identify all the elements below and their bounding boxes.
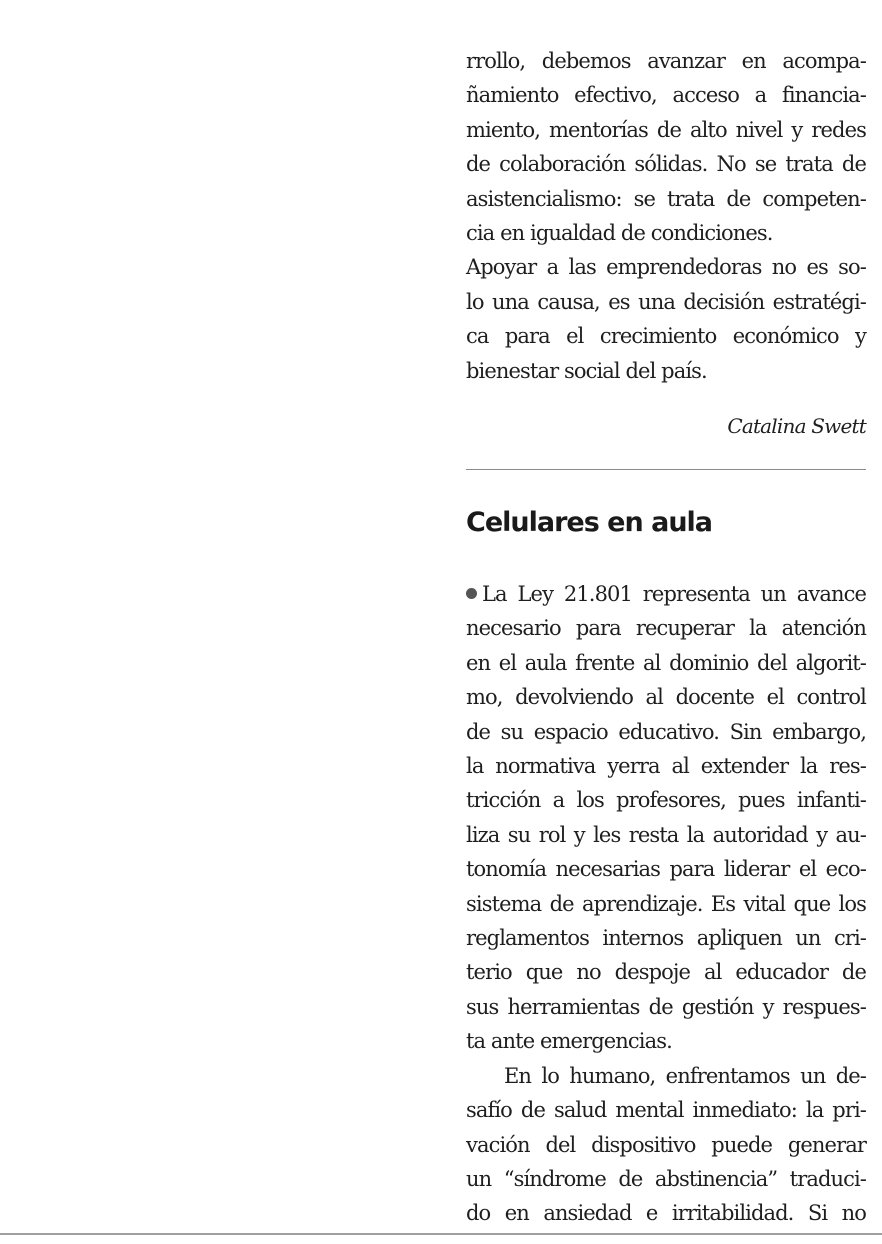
body-line: bienestar social del país. bbox=[466, 358, 707, 383]
body-line: terio que no despoje al educador de bbox=[466, 960, 866, 985]
body-line: cia en igualdad de condiciones. bbox=[466, 221, 773, 246]
letter-body bbox=[466, 577, 866, 1231]
body-line: la normativa yerra al extender la res- bbox=[466, 754, 866, 779]
letter-headline: Celulares en aula bbox=[466, 507, 713, 538]
body-line: liza su rol y les resta la autoridad y au- bbox=[466, 822, 866, 847]
body-line: tonomía necesarias para liderar el eco- bbox=[466, 857, 866, 882]
body-line: de colaboración sólidas. No se trata de bbox=[466, 152, 866, 177]
body-line: Apoyar a las emprendedoras no es so- bbox=[466, 255, 866, 280]
body-line: vación del dispositivo puede generar bbox=[466, 1132, 866, 1157]
body-line: reglamentos internos apliquen un cri- bbox=[466, 926, 866, 951]
body-line: lo una causa, es una decisión estratégi- bbox=[466, 289, 866, 314]
body-line: rrollo, debemos avanzar en acompa- bbox=[466, 49, 866, 73]
body-line: mo, devolviendo al docente el control bbox=[466, 685, 866, 710]
body-line-text: La Ley 21.801 representa un avance bbox=[482, 582, 866, 606]
page-bottom-rule bbox=[0, 1233, 882, 1235]
body-line: ñamiento efectivo, acceso a financia- bbox=[466, 83, 866, 108]
body-line: necesario para recuperar la atención bbox=[466, 616, 866, 641]
body-line: asistencialismo: se trata de competen- bbox=[466, 186, 866, 211]
body-line: en el aula frente al dominio del algorit- bbox=[466, 650, 866, 675]
body-line: sus herramientas de gestión y respues- bbox=[466, 994, 866, 1019]
body-line: ta ante emergencias. bbox=[466, 1029, 672, 1054]
body-line: de su espacio educativo. Sin embargo, bbox=[466, 719, 866, 744]
section-divider bbox=[466, 469, 866, 470]
body-line: sistema de aprendizaje. Es vital que los bbox=[466, 891, 866, 916]
body-line: un “síndrome de abstinencia” traduci- bbox=[466, 1166, 866, 1191]
body-line: tricción a los profesores, pues infanti- bbox=[466, 788, 866, 813]
author-signature: Catalina Swett bbox=[727, 414, 866, 438]
body-line: safío de salud mental inmediato: la pri- bbox=[466, 1098, 866, 1123]
bullet-icon bbox=[466, 588, 477, 599]
previous-letter-body bbox=[466, 44, 866, 388]
body-line: miento, mentorías de alto nivel y redes bbox=[466, 117, 866, 142]
body-line: ca para el crecimiento económico y bbox=[466, 324, 866, 349]
body-line: do en ansiedad e irritabilidad. Si no bbox=[466, 1201, 866, 1226]
body-line-first bbox=[466, 577, 866, 611]
body-line-indented: En lo humano, enfrentamos un de- bbox=[504, 1063, 866, 1088]
